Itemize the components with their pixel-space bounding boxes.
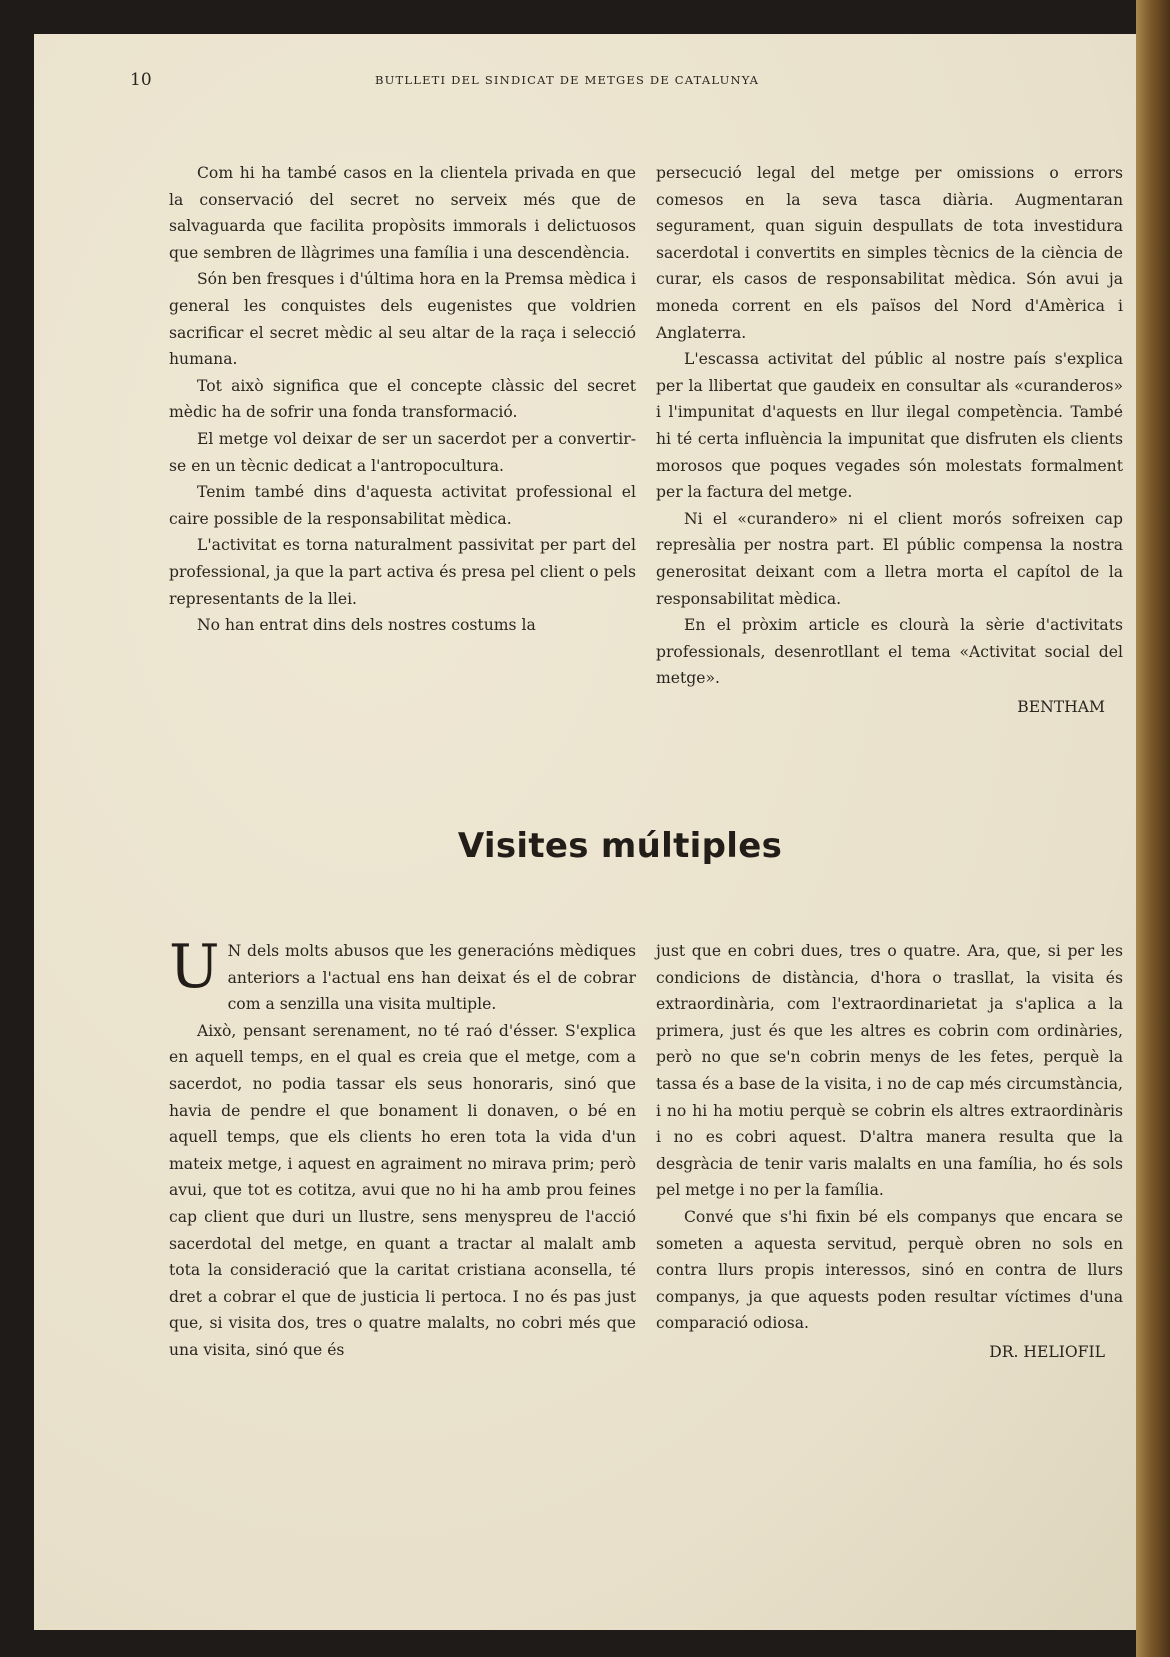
paragraph: Tot això significa que el concepte clàssic del secret mèdic ha de sofrir una fonda transformació. bbox=[169, 376, 636, 422]
paragraph: just que en cobri dues, tres o quatre. Ara, que, si per les condicions de distància, d'hora o trasllat, la visita és extraordinària, com l'extraordinarietat ja s'aplica a la primera, just és que les altres es cobrin com ordinàries, però no que se'n cobrin menys de les fetes, perquè la tassa és a base de la visita, i no de cap més circumstància, i no hi ha motiu perquè se cobrin els altres extraordinàris i no es cobri aquest. D'altra manera resulta que la desgràcia de tenir varis malalts en una família, ho és sols pel metge i no per la família. bbox=[656, 942, 1123, 1200]
paragraph: L'activitat es torna naturalment passivitat per part del professional, ja que la part activa és presa pel client o pels representants de la llei. bbox=[169, 536, 636, 608]
paragraph: Com hi ha també casos en la clientela privada en que la conservació del secret no serveix més que de salvaguarda que facilita propòsits immorals i delictuosos que sembren de llàgrimes una família i una descendència. bbox=[169, 164, 636, 262]
article1-column-right bbox=[656, 160, 1123, 720]
article1-column-left bbox=[169, 160, 636, 639]
lead-paragraph bbox=[169, 932, 636, 1018]
paragraph: En el pròxim article es clourà la sèrie d'activitats professionals, desenrotllant el tema «Activitat social del metge». bbox=[656, 616, 1123, 688]
article2-signature: DR. HELIOFIL bbox=[989, 1342, 1105, 1361]
paragraph: Són ben fresques i d'última hora en la Premsa mèdica i general les conquistes dels eugenistes que voldrien sacrificar el secret mèdic al seu altar de la raça i selecció humana. bbox=[169, 270, 636, 369]
article-title: Visites múltiples bbox=[457, 826, 783, 866]
page-number: 10 bbox=[130, 70, 152, 90]
article2-column-right bbox=[656, 938, 1123, 1366]
article1-signature: BENTHAM bbox=[1017, 697, 1105, 716]
paragraph: El metge vol deixar de ser un sacerdot per a convertir-se en un tècnic dedicat a l'antropocultura. bbox=[169, 429, 636, 475]
lead-text: N dels molts abusos que les generacións mèdiques anteriors a l'actual ens han deixat és el de cobrar com a senzilla una visita multiple. bbox=[227, 942, 636, 1014]
running-title: BUTLLETI DEL SINDICAT DE METGES DE CATALUNYA bbox=[375, 73, 760, 87]
paragraph: No han entrat dins dels nostres costums la bbox=[197, 616, 536, 635]
paragraph: Convé que s'hi fixin bé els companys que encara se someten a aquesta servitud, perquè obren no sols en contra llurs propis interessos, sinó en contra de llurs companys, ja que aquests poden resultar víctimes d'una comparació odiosa. bbox=[656, 1207, 1123, 1333]
paragraph: Tenim també dins d'aquesta activitat professional el caire possible de la responsabilitat mèdica. bbox=[169, 483, 636, 528]
paragraph: persecució legal del metge per omissions o errors comesos en la seva tasca diària. Augmentaran segurament, quan siguin despullats de tota investidura sacerdotal i convertits en simples tècnics de la ciència de curar, els casos de responsabilitat mèdica. Són avui ja moneda corrent en els països del Nord d'Amèrica i Anglaterra. bbox=[656, 164, 1123, 342]
book-spine bbox=[1136, 0, 1170, 1657]
drop-cap: U bbox=[169, 932, 220, 1002]
article2-column-left bbox=[169, 932, 636, 1364]
paragraph: Això, pensant serenament, no té raó d'ésser. S'explica en aquell temps, en el qual es creia que el metge, com a sacerdot, no podia tassar els seus honoraris, sinó que havia de pendre el que bonament li donaven, o bé en aquell temps, que els clients ho eren tota la vida d'un mateix metge, i aquest en agraiment no mirava prim; però avui, que tot es cotitza, avui que no hi ha amb prou feines cap client que duri un llustre, sens menyspreu de l'acció sacerdotal del metge, en quant a tractar al malalt amb tota la consideració que la caritat cristiana aconsella, té dret a cobrar el que de justicia li pertoca. I no és pas just que, si visita dos, tres o quatre malalts, no cobri més que una visita, sinó que és bbox=[169, 1021, 636, 1359]
paragraph: L'escassa activitat del públic al nostre país s'explica per la llibertat que gaudeix en consultar als «curanderos» i l'impunitat d'aquests en llur ilegal competència. També hi té certa influència la impunitat que disfruten els clients morosos que poques vegades són molestats formalment per la factura del metge. bbox=[656, 350, 1123, 502]
page-header bbox=[130, 70, 1110, 94]
paragraph: Ni el «curandero» ni el client morós sofreixen cap represàlia per nostra part. El públic compensa la nostra generositat deixant com a lletra morta el capítol de la responsabilitat mèdica. bbox=[656, 509, 1123, 608]
